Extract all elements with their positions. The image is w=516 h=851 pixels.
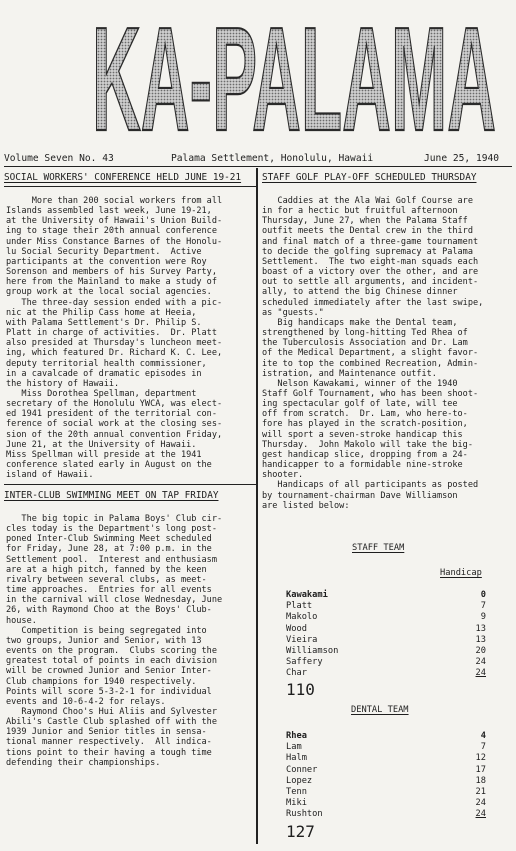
dental-team-title: DENTAL TEAM <box>351 705 409 715</box>
text-line: istration, and Maintenance outfit. <box>262 368 437 379</box>
player-handicap: 4 <box>480 731 486 741</box>
player-name: Char <box>286 668 307 679</box>
text-line: The big topic in Palama Boys' Club cir- <box>6 514 223 524</box>
text-line: participants at the convention were Roy <box>6 256 207 267</box>
player-handicap: 24 <box>475 798 486 809</box>
text-line: Thursday, June 27, when the Palama Staff <box>262 216 468 227</box>
text-line: events on the program. Clubs scoring the <box>6 646 217 657</box>
player-handicap: 24 <box>475 657 486 668</box>
player-name: Tenn <box>286 786 307 797</box>
text-line: island of Hawaii. <box>6 470 94 481</box>
player-handicap: 18 <box>475 775 486 786</box>
player-handicap: 12 <box>475 753 486 764</box>
text-line: under Miss Constance Barnes of the Honolu- <box>6 236 223 247</box>
roster-row <box>286 646 486 657</box>
player-name: Kawakami <box>286 590 328 600</box>
text-line: shooter. <box>262 470 304 481</box>
player-name: Miki <box>286 798 307 809</box>
roster-row <box>286 753 486 764</box>
text-line: ing spectacular golf of late, will tee <box>262 399 458 410</box>
text-line: the history of Hawaii. <box>6 378 120 389</box>
publication-date: June 25, 1940 <box>424 153 500 164</box>
dateline-bar <box>4 152 512 167</box>
text-line: defending their championships. <box>6 757 161 768</box>
article-swimming-meet-body <box>6 514 222 768</box>
roster-row <box>286 798 486 809</box>
dental-team-total: 127 <box>286 822 315 841</box>
player-name: Williamson <box>286 645 339 656</box>
text-line: are listed below: <box>262 500 350 511</box>
text-line: Miss Dorothea Spellman, department <box>6 388 197 399</box>
text-line: sion of the 20th annual convention Friday, <box>6 429 223 440</box>
text-line: rivalry between several clubs, as meet- <box>6 574 207 585</box>
text-line: Abili's Castle Club splashed off with the <box>6 717 217 728</box>
player-handicap: 17 <box>475 764 486 775</box>
text-line: strengthened by long-hitting Ted Rhea of <box>262 328 468 339</box>
player-handicap: 9 <box>480 612 486 623</box>
text-line: the Tuberculosis Association and Dr. Lam <box>262 338 468 349</box>
text-line: tional manner respectively. All indica- <box>6 737 212 748</box>
roster-row <box>286 668 486 679</box>
text-line: in the carnival will close Wednesday, June <box>6 595 223 606</box>
player-handicap: 20 <box>475 645 486 656</box>
text-line: out to settle all arguments, and incident- <box>262 277 479 288</box>
text-line: group work at the local social agencies. <box>6 287 212 298</box>
player-handicap: 7 <box>480 601 486 612</box>
section-rule <box>4 484 256 485</box>
text-line: with Palama Settlement's Dr. Philip S. <box>6 317 202 328</box>
player-handicap: 13 <box>475 623 486 634</box>
text-line: Platt in charge of activities. Dr. Platt <box>6 328 217 339</box>
text-line: Competition is being segregated into <box>6 625 207 636</box>
text-line: ed 1941 president of the territorial con- <box>6 409 217 420</box>
roster-row <box>286 657 486 668</box>
text-line: Islands assembled last week, June 19-21, <box>6 206 212 217</box>
text-line: poned Inter-Club Swimming Meet scheduled <box>6 534 212 545</box>
player-handicap: 21 <box>475 786 486 797</box>
roster-row <box>286 742 486 753</box>
roster-row <box>286 765 486 776</box>
player-name: Vieira <box>286 634 318 645</box>
text-line: Points will score 5-3-2-1 for individual <box>6 686 212 697</box>
text-line: in for a hectic but fruitful afternoon <box>262 206 458 217</box>
player-handicap: 24 <box>475 668 486 679</box>
roster-row <box>286 612 486 623</box>
text-line: 26, with Raymond Choo at the Boys' Club- <box>6 605 212 616</box>
article-staff-golf-body <box>262 196 483 511</box>
text-line: The three-day session ended with a pic- <box>6 297 223 308</box>
player-handicap: 13 <box>475 634 486 645</box>
text-line: gest handicap slice, dropping from a 24- <box>262 449 468 460</box>
text-line: and final match of a three-game tournament <box>262 236 479 247</box>
roster-row <box>286 776 486 787</box>
text-line: ally, to attend the big Chinese dinner <box>262 287 458 298</box>
dental-team-roster <box>286 731 486 821</box>
staff-team-total: 110 <box>286 680 315 699</box>
text-line: to decide the golfing supremacy at Palama <box>262 246 473 257</box>
roster-row <box>286 809 486 820</box>
text-line: greatest total of points in each division <box>6 656 217 667</box>
roster-row <box>286 590 486 601</box>
player-handicap: 24 <box>475 809 486 820</box>
player-name: Conner <box>286 764 318 775</box>
text-line: by tournament-chairman Dave Williamson <box>262 490 458 501</box>
text-line: cles today is the Department's long post- <box>6 524 217 535</box>
text-line: nic at the Philip Cass home at Heeia, <box>6 307 197 318</box>
player-name: Lam <box>286 742 302 753</box>
text-line: Handicaps of all participants as posted <box>262 480 479 491</box>
volume-number: Volume Seven No. 43 <box>4 153 114 164</box>
text-line: 1939 Junior and Senior titles in sensa- <box>6 727 207 738</box>
text-line: Big handicaps make the Dental team, <box>262 317 458 328</box>
dental-total-row <box>286 822 486 841</box>
text-line: off from scratch. Dr. Lam, who here-to- <box>262 409 468 420</box>
text-line: Sorenson and members of his Survey Party, <box>6 267 217 278</box>
text-line: Settlement. The two eight-man squads each <box>262 256 479 267</box>
headline-social-workers: SOCIAL WORKERS' CONFERENCE HELD JUNE 19-21 <box>4 172 242 183</box>
player-name: Makolo <box>286 612 318 623</box>
text-line: Thursday. John Makolo will take the big- <box>262 439 473 450</box>
text-line: time approaches. Entries for all events <box>6 585 212 596</box>
player-handicap: 7 <box>480 742 486 753</box>
roster-row <box>286 787 486 798</box>
text-line: June 21, at the University of Hawaii. <box>6 439 197 450</box>
masthead-title: KA-PALAMA <box>92 8 496 148</box>
text-line: ite to top the combined Recreation, Admin- <box>262 358 479 369</box>
text-line: handicapper to a formidable nine-stroke <box>262 460 463 471</box>
headline-rule <box>4 186 256 187</box>
roster-row <box>286 635 486 646</box>
player-name: Rushton <box>286 809 323 820</box>
player-name: Platt <box>286 601 313 612</box>
article-social-workers-body <box>6 196 222 480</box>
text-line: of the Medical Department, a slight favor- <box>262 348 479 359</box>
text-line: deputy territorial health commissioner, <box>6 358 207 369</box>
text-line: ference of social work at the closing ses- <box>6 419 223 430</box>
staff-team-title: STAFF TEAM <box>352 543 405 553</box>
player-name: Saffery <box>286 657 323 668</box>
roster-row <box>286 624 486 635</box>
text-line: Staff Golf Tournament, who has been shoot- <box>262 388 479 399</box>
text-line: scheduled immediately after the last swipe, <box>262 297 484 308</box>
player-handicap: 0 <box>480 590 486 600</box>
text-line: will be crowned Junior and Senior Inter- <box>6 666 212 677</box>
text-line: in a cavalcade of dramatic episodes in <box>6 368 202 379</box>
text-line: secretary of the Honolulu YWCA, was elect- <box>6 399 223 410</box>
text-line: two groups, Junior and Senior, with 13 <box>6 635 202 646</box>
player-name: Lopez <box>286 775 313 786</box>
staff-total-row <box>286 680 486 699</box>
text-line: fore has played in the scratch-position, <box>262 419 468 430</box>
text-line: Club champions for 1940 respectively. <box>6 676 197 687</box>
staff-team-roster <box>286 590 486 680</box>
roster-row <box>286 731 486 742</box>
text-line: will sport a seven-stroke handicap this <box>262 429 463 440</box>
text-line: as "guests." <box>262 307 324 318</box>
column-divider <box>256 168 258 844</box>
text-line: here from the Mainland to make a study of <box>6 277 217 288</box>
text-line: outfit meets the Dental crew in the third <box>262 226 473 237</box>
text-line: Nelson Kawakami, winner of the 1940 <box>262 378 458 389</box>
handicap-column-label: Handicap <box>440 568 482 578</box>
roster-row <box>286 601 486 612</box>
text-line: Miss Spellman will preside at the 1941 <box>6 449 202 460</box>
text-line: Raymond Choo's Hui Aliis and Sylvester <box>6 706 217 717</box>
text-line: for Friday, June 28, at 7:00 p.m. in the <box>6 544 212 555</box>
player-name: Wood <box>286 623 307 634</box>
text-line: tions point to their having a tough time <box>6 747 212 758</box>
text-line: More than 200 social workers from all <box>6 196 223 206</box>
headline-swimming-meet: INTER-CLUB SWIMMING MEET ON TAP FRIDAY <box>4 490 219 501</box>
publication-place: Palama Settlement, Honolulu, Hawaii <box>171 153 374 164</box>
headline-staff-golf: STAFF GOLF PLAY-OFF SCHEDULED THURSDAY <box>262 172 477 183</box>
text-line: Caddies at the Ala Wai Golf Course are <box>262 196 473 206</box>
text-line: house. <box>6 615 37 626</box>
text-line: boast of a victory over the other, and are <box>262 267 479 278</box>
text-line: are at a high pitch, fanned by the keen <box>6 564 207 575</box>
player-name: Halm <box>286 753 307 764</box>
text-line: events and 10-6-4-2 for relays. <box>6 696 166 707</box>
text-line: at the University of Hawaii's Union Build- <box>6 216 223 227</box>
text-line: Settlement pool. Interest and enthusiasm <box>6 554 217 565</box>
text-line: also presided at Thursday's luncheon meet- <box>6 338 223 349</box>
player-name: Rhea <box>286 731 307 741</box>
text-line: conference slated early in August on the <box>6 460 212 471</box>
text-line: ing, which featured Dr. Richard K. C. Lee, <box>6 348 223 359</box>
text-line: lu Social Security Department. Active <box>6 246 202 257</box>
text-line: ing to stage their 20th annual conference <box>6 226 217 237</box>
masthead-logo <box>88 8 500 148</box>
